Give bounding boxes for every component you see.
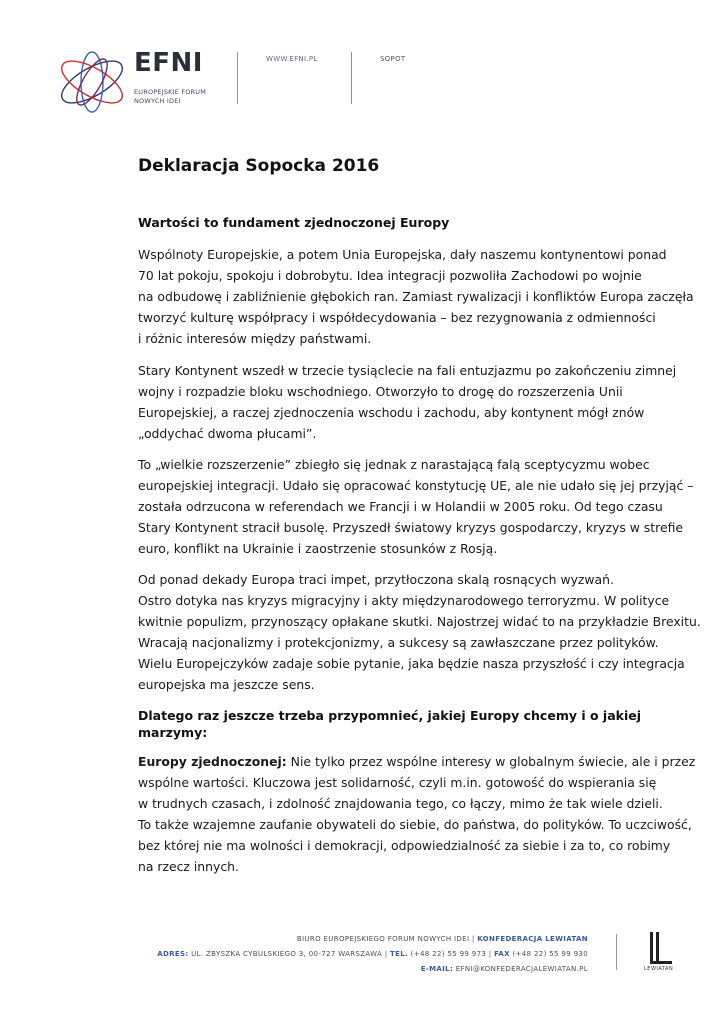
section-heading-line: Dlatego raz jeszcze trzeba przypomnieć, jakiej Europy chcemy i o jakiej: [138, 708, 641, 723]
lewiatan-logo-label: LEWIATAN: [644, 966, 674, 972]
logo-subtitle: [134, 88, 206, 106]
footer-tel: (+48 22) 55 99 973: [408, 950, 487, 958]
paragraph-line: kwitnie populizm, przynoszący opłakane skutki. Najostrzej widać to na przykładzie Brexitu.: [138, 614, 701, 629]
paragraph-line: Od ponad dekady Europa traci impet, przytłoczona skalą rosnących wyzwań.: [138, 572, 614, 587]
paragraph-4: [138, 569, 701, 695]
header-location: SOPOT: [380, 55, 406, 63]
paragraph-line: Wielu Europejczyków zadaje sobie pytanie, jaka będzie nasza przyszłość i czy integracja: [138, 656, 685, 671]
logo-subtitle-line-2: NOWYCH IDEI: [134, 97, 181, 105]
paragraph-line: Europejskiej, a raczej zjednoczenia wschodu i zachodu, aby kontynent mógł znów: [138, 405, 645, 420]
logo-subtitle-line-1: EUROPEJSKIE FORUM: [134, 88, 207, 96]
paragraph-line: To „wielkie rozszerzenie” zbiegło się jednak z narastającą falą sceptycyzmu wobec: [138, 457, 650, 472]
footer-line-address: ADRES: UL. ZBYSZKA CYBULSKIEGO 3, 00-727 WARSZAWA | TEL. (+48 22) 55 99 973 | FAX (+48 22) 55 99 930: [157, 950, 588, 958]
footer-address: UL. ZBYSZKA CYBULSKIEGO 3, 00-727 WARSZAWA: [188, 950, 383, 958]
paragraph-line: europejska ma jeszcze sens.: [138, 677, 315, 692]
footer-email-link[interactable]: EFNI@KONFEDERACJALEWIATAN.PL: [453, 965, 588, 973]
paragraph-1: [138, 244, 694, 349]
paragraph-line: Ostro dotyka nas kryzys migracyjny i akty międzynarodowego terroryzmu. W polityce: [138, 593, 670, 608]
paragraph-line: w trudnych czasach, i zdolność znajdowania tego, co łączy, mimo że tak wiele dzieli.: [138, 796, 663, 811]
paragraph-2: [138, 360, 676, 444]
paragraph-line: [138, 751, 696, 772]
footer-separator: |: [469, 935, 478, 943]
section-heading-values: Wartości to fundament zjednoczonej Europy: [138, 215, 450, 230]
header-divider: [351, 52, 352, 104]
paragraph-line: europejskiej integracji. Udało się opracować konstytucję UE, ale nie udało się jej przyjąć –: [138, 478, 694, 493]
header-divider: [237, 52, 238, 104]
section-heading-line: marzymy:: [138, 725, 208, 740]
paragraph-line: tworzyć kulturę współpracy i współdecydowania – bez rezygnowania z odmienności: [138, 310, 656, 325]
page-title: Deklaracja Sopocka 2016: [138, 156, 380, 176]
footer-line-office: [297, 935, 588, 943]
paragraph-line: bez której nie ma wolności i demokracji, odpowiedzialność za siebie i za to, co robimy: [138, 838, 671, 853]
section-heading-europe: [138, 707, 676, 741]
paragraph-line: Stary Kontynent wszedł w trzecie tysiąclecie na fali entuzjazmu po zakończeniu zimnej: [138, 363, 677, 378]
footer-address-label: ADRES:: [157, 950, 189, 958]
paragraph-line: Stary Kontynent stracił busolę. Przyszedł światowy kryzys gospodarczy, kryzys w strefie: [138, 520, 683, 535]
paragraph-line: To także wzajemne zaufanie obywateli do siebie, do państwa, do polityków. To uczciwość,: [138, 817, 692, 832]
paragraph-line: na rzecz innych.: [138, 859, 239, 874]
paragraph-text: Nie tylko przez wspólne interesy w globalnym świecie, ale i przez: [286, 754, 696, 769]
footer-office-name: BIURO EUROPEJSKIEGO FORUM NOWYCH IDEI: [296, 935, 470, 943]
footer-fax: (+48 22) 55 99 930: [509, 950, 588, 958]
footer-tel-label: TEL.: [390, 950, 409, 958]
paragraph-line: została odrzucona w referendach we Francji i w Holandii w 2005 roku. Od tego czasu: [138, 499, 663, 514]
paragraph-3: [138, 454, 694, 559]
footer-email-label: E-MAIL:: [420, 965, 454, 973]
header-url-link[interactable]: WWW.EFNI.PL: [266, 55, 318, 63]
paragraph-line: wojny i rozpadzie bloku wschodniego. Otworzyło to drogę do rozszerzenia Unii: [138, 384, 623, 399]
paragraph-line: wspólne wartości. Kluczowa jest solidarność, czyli m.in. gotowość do wspierania się: [138, 775, 657, 790]
paragraph-lead: Europy zjednoczonej:: [138, 754, 287, 769]
efni-logo-icon: [52, 42, 132, 122]
logo-wordmark: EFNI: [134, 48, 203, 78]
footer-line-email: [421, 965, 588, 973]
paragraph-line: euro, konflikt na Ukrainie i zaostrzenie stosunków z Rosją.: [138, 541, 498, 556]
footer-divider: [616, 934, 617, 970]
paragraph-line: Wspólnoty Europejskie, a potem Unia Europejska, dały naszemu kontynentowi ponad: [138, 247, 667, 262]
paragraph-line: Wracają nacjonalizmy i protekcjonizmy, a sukcesy są zawłaszczane przez polityków.: [138, 635, 659, 650]
paragraph-line: „oddychać dwoma płucami”.: [138, 426, 317, 441]
footer-org-name: KONFEDERACJA LEWIATAN: [477, 935, 588, 943]
paragraph-line: i różnic interesów między państwami.: [138, 331, 372, 346]
paragraph-line: 70 lat pokoju, spokoju i dobrobytu. Idea integracji pozwoliła Zachodowi po wojnie: [138, 268, 642, 283]
paragraph-5: [138, 751, 696, 877]
paragraph-line: na odbudowę i zabliźnienie głębokich ran. Zamiast rywalizacji i konfliktów Europa zaczęła: [138, 289, 694, 304]
footer-fax-label: FAX: [494, 950, 510, 958]
